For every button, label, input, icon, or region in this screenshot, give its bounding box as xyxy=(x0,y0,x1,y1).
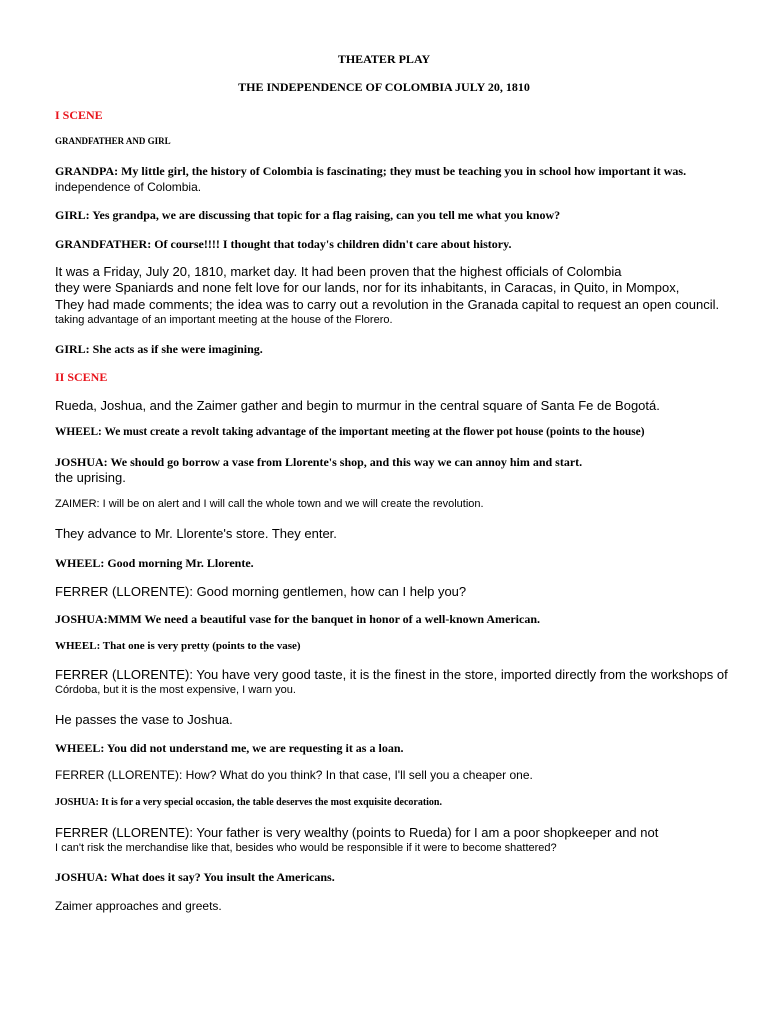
dialogue-wheel-3: WHEEL: That one is very pretty (points to the vase) xyxy=(55,640,301,652)
dialogue-ferrer-1: FERRER (LLORENTE): Good morning gentlemen, how can I help you? xyxy=(55,584,467,599)
dialogue-ferrer-3: FERRER (LLORENTE): How? What do you think? In that case, I'll sell you a cheaper one. xyxy=(55,768,533,782)
dialogue-wheel-1: WHEEL: We must create a revolt taking advantage of the important meeting at the flower pot house (points to the house) xyxy=(55,426,645,438)
scene-heading-2: II SCENE xyxy=(55,370,108,384)
dialogue-joshua-4: JOSHUA: What does it say? You insult the Americans. xyxy=(55,870,335,884)
dialogue-wheel-4: WHEEL: You did not understand me, we are requesting it as a loan. xyxy=(55,741,404,755)
document-subtitle: THE INDEPENDENCE OF COLOMBIA JULY 20, 1810 xyxy=(238,80,530,94)
dialogue-joshua-3: JOSHUA: It is for a very special occasion, the table deserves the most exquisite decoration. xyxy=(55,797,442,808)
document-title: THEATER PLAY xyxy=(337,52,431,66)
scene-2-intro: Rueda, Joshua, and the Zaimer gather and begin to murmur in the central square of Santa Fe de Bogotá. xyxy=(55,398,660,413)
stage-direction-1: They advance to Mr. Llorente's store. They enter. xyxy=(55,526,337,541)
dialogue-girl-2: GIRL: She acts as if she were imagining. xyxy=(55,342,263,356)
dialogue-grandfather-1: GRANDFATHER: Of course!!!! I thought that today's children didn't care about history. xyxy=(55,237,512,251)
dialogue-ferrer-4: FERRER (LLORENTE): Your father is very wealthy (points to Rueda) for I am a poor shopkeeper and not xyxy=(55,825,659,840)
dialogue-joshua-2: JOSHUA:MMM We need a beautiful vase for the banquet in honor of a well-known American. xyxy=(55,612,541,626)
dialogue-joshua-1-cont: the uprising. xyxy=(55,470,126,485)
stage-direction-3: Zaimer approaches and greets. xyxy=(55,899,222,913)
stage-direction-2: He passes the vase to Joshua. xyxy=(55,712,233,727)
dialogue-wheel-2: WHEEL: Good morning Mr. Llorente. xyxy=(55,556,254,570)
dialogue-ferrer-2: FERRER (LLORENTE): You have very good taste, it is the finest in the store, imported directly from the workshops of xyxy=(55,667,728,682)
scene-characters: GRANDFATHER AND GIRL xyxy=(55,136,171,146)
dialogue-ferrer-2-cont: Córdoba, but it is the most expensive, I warn you. xyxy=(55,684,296,696)
narration-line-4: taking advantage of an important meeting at the house of the Florero. xyxy=(55,314,393,326)
dialogue-zaimer-1: ZAIMER: I will be on alert and I will call the whole town and we will create the revolution. xyxy=(55,498,484,510)
dialogue-ferrer-4-cont: I can't risk the merchandise like that, besides who would be responsible if it were to become shattered? xyxy=(55,842,557,854)
dialogue-joshua-1: JOSHUA: We should go borrow a vase from Llorente's shop, and this way we can annoy him and start. xyxy=(55,455,583,469)
narration-line-1: It was a Friday, July 20, 1810, market day. It had been proven that the highest officials of Colombia xyxy=(55,264,622,279)
dialogue-grandpa-1: GRANDPA: My little girl, the history of Colombia is fascinating; they must be teaching you in school how important it was. xyxy=(55,164,687,178)
dialogue-grandpa-1-cont: independence of Colombia. xyxy=(55,180,202,194)
scene-heading-1: I SCENE xyxy=(55,108,103,122)
narration-line-2: they were Spaniards and none felt love for our lands, nor for its inhabitants, in Caracas, in Quito, in Mompox, xyxy=(55,280,680,295)
dialogue-girl-1: GIRL: Yes grandpa, we are discussing that topic for a flag raising, can you tell me what you know? xyxy=(55,208,561,222)
narration-line-3: They had made comments; the idea was to carry out a revolution in the Granada capital to request an open council. xyxy=(55,297,720,312)
